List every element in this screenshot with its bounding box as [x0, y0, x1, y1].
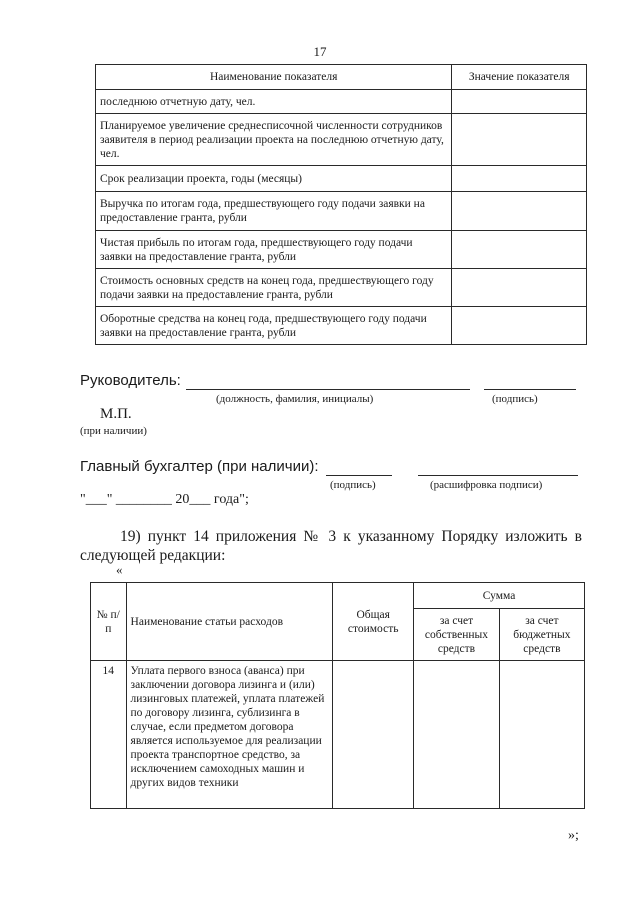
- table-row: [96, 269, 587, 307]
- close-quote: »;: [568, 828, 579, 843]
- column-header-value: Значение показателя: [452, 65, 587, 90]
- indicator-value: [452, 269, 587, 307]
- column-header-sum: Сумма: [414, 583, 585, 609]
- table-row: [96, 166, 587, 192]
- indicator-name: Стоимость основных средств на конец года, предшествующего году подачи заявки на предоставление гранта, рубли: [96, 269, 452, 307]
- accountant-caption-decode: (расшифровка подписи): [430, 479, 543, 491]
- table-row: [96, 90, 587, 114]
- row-own: [414, 661, 500, 809]
- column-header-name: Наименование статьи расходов: [126, 583, 333, 661]
- table-header-row: [91, 583, 585, 609]
- row-budget: [499, 661, 584, 809]
- indicator-name: последнюю отчетную дату, чел.: [96, 90, 452, 114]
- indicator-name: Чистая прибыль по итогам года, предшествующего году подачи заявки на предоставление гранта, рубли: [96, 231, 452, 269]
- accountant-caption-signature: (подпись): [330, 479, 376, 491]
- accountant-signature-line: [326, 475, 392, 476]
- table-row: [96, 192, 587, 231]
- head-caption-position: (должность, фамилия, инициалы): [216, 393, 374, 405]
- indicator-value: [452, 192, 587, 231]
- column-header-budget: за счет бюджетных средств: [499, 609, 584, 661]
- table-row: [96, 114, 587, 166]
- accountant-decode-line: [418, 475, 578, 476]
- indicator-name: Выручка по итогам года, предшествующего году подачи заявки на предоставление гранта, рубли: [96, 192, 452, 231]
- accountant-label: Главный бухгалтер (при наличии):: [80, 458, 319, 475]
- page-number: 17: [313, 44, 327, 59]
- indicator-name: Оборотные средства на конец года, предшествующего году подачи заявки на предоставление гранта, рубли: [96, 307, 452, 345]
- indicator-value: [452, 166, 587, 192]
- table-row: [96, 307, 587, 345]
- table-row: [96, 231, 587, 269]
- head-label: Руководитель:: [80, 372, 181, 389]
- head-caption-signature: (подпись): [492, 393, 538, 405]
- row-name: Уплата первого взноса (аванса) при заключении договора лизинга и (или) лизинговых платежей, уплата платежей по договору лизинга, сублизинга в случае, если предметом договора является используемое для реализации проекта транспортное средство, за исключением самоходных машин и других видов техники: [126, 661, 333, 809]
- date-line: "___" ________ 20___ года";: [80, 492, 249, 507]
- indicator-value: [452, 231, 587, 269]
- table-header-row: [96, 65, 587, 90]
- stamp-label: М.П.: [100, 406, 132, 422]
- amendment-paragraph: 19) пункт 14 приложения № 3 к указанному Порядку изложить в следующей редакции:: [80, 528, 582, 564]
- open-quote: «: [116, 562, 123, 577]
- row-num: 14: [91, 661, 127, 809]
- row-total: [333, 661, 414, 809]
- head-signature-line: [484, 389, 576, 390]
- column-header-total: Общая стоимость: [333, 583, 414, 661]
- indicator-value: [452, 90, 587, 114]
- indicators-table: [95, 64, 587, 345]
- indicator-name: Планируемое увеличение среднесписочной численности сотрудников заявителя в период реализации проекта на последнюю отчетную дату, чел.: [96, 114, 452, 166]
- indicator-value: [452, 114, 587, 166]
- column-header-num: № п/п: [91, 583, 127, 661]
- head-position-line: [186, 389, 470, 390]
- column-header-own: за счет собственных средств: [414, 609, 500, 661]
- expenses-table: [90, 582, 585, 809]
- table-row: [91, 661, 585, 809]
- indicator-name: Срок реализации проекта, годы (месяцы): [96, 166, 452, 192]
- indicator-value: [452, 307, 587, 345]
- stamp-note: (при наличии): [80, 425, 147, 437]
- column-header-indicator: Наименование показателя: [96, 65, 452, 90]
